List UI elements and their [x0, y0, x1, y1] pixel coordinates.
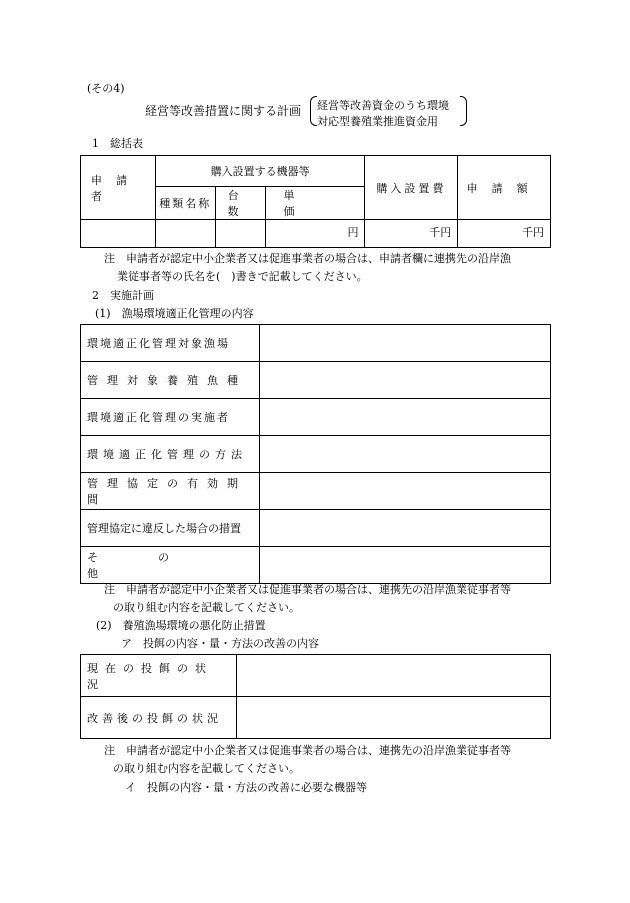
cost-header: 購入設置費 [365, 156, 458, 220]
row-label: 環境適正化管理の方法 [81, 436, 260, 473]
note2-line1: 注 申請者が認定中小企業者又は促進事業者の場合は、連携先の沿岸漁業従事者等 [104, 583, 511, 596]
feeding-table [80, 654, 551, 739]
row-value[interactable] [236, 697, 550, 739]
row-value[interactable] [259, 325, 550, 362]
title-bracket-line1: 経営等改善資金のうち環境 [317, 99, 449, 112]
count-header: 台数 [215, 187, 265, 220]
row-value[interactable] [259, 436, 550, 473]
unit-price-cell[interactable] [265, 220, 365, 248]
unit-thousand-yen: 千円 [429, 226, 452, 239]
unit-thousand-yen: 千円 [522, 226, 544, 239]
title-bracket-line2: 対応型養殖業推進資金用 [317, 115, 438, 128]
unit-price-header: 単価 [265, 187, 365, 220]
sub2-heading: (2) 養殖漁場環境の悪化防止措置 [96, 619, 266, 632]
amount-cell[interactable] [458, 220, 551, 248]
amount-header: 申請額 [458, 156, 551, 220]
row-label: 管理協定に違反した場合の措置 [81, 510, 260, 547]
equipment-header: 購入設置する機器等 [155, 156, 365, 187]
row-value[interactable] [259, 510, 550, 547]
page-title: 経営等改善措置に関する計画 [145, 104, 302, 118]
note1-line1: 注 申請者が認定中小企業者又は促進事業者の場合は、申請者欄に連携先の沿岸漁 [104, 252, 511, 265]
row-label: その他 [81, 547, 260, 584]
count-cell[interactable] [215, 220, 265, 248]
note3-line2: の取り組む内容を記載してください。 [113, 762, 300, 775]
note2-line2: の取り組む内容を記載してください。 [113, 601, 300, 614]
section2-heading: 2 実施計画 [92, 289, 154, 302]
row-value[interactable] [259, 547, 550, 584]
applicant-cell[interactable] [81, 220, 156, 248]
row-label: 環境適正化管理対象漁場 [81, 325, 260, 362]
note3-line1: 注 申請者が認定中小企業者又は促進事業者の場合は、連携先の沿岸漁業従事者等 [104, 744, 511, 757]
item-a-heading: ア 投餌の内容・量・方法の改善の内容 [121, 637, 319, 650]
item-i-heading: イ 投餌の内容・量・方法の改善に必要な機器等 [125, 781, 367, 794]
title-bracket [310, 96, 467, 126]
row-label: 管理対象養殖魚種 [81, 362, 260, 399]
sub1-heading: (1) 漁場環境適正化管理の内容 [95, 307, 254, 320]
row-value[interactable] [236, 655, 550, 697]
row-label: 環境適正化管理の実施者 [81, 399, 260, 436]
fishery-management-table [80, 324, 551, 584]
row-value[interactable] [259, 473, 550, 510]
row-value[interactable] [259, 399, 550, 436]
row-label: 現在の投餌の状況 [81, 655, 237, 697]
form-number: (その4) [87, 82, 125, 95]
row-label: 管理協定の有効期間 [81, 473, 260, 510]
unit-yen: 円 [347, 226, 359, 239]
summary-table [80, 155, 551, 248]
row-value[interactable] [259, 362, 550, 399]
applicant-header-cell [81, 156, 156, 220]
type-name-header: 種類名称 [155, 187, 215, 220]
cost-cell[interactable] [365, 220, 458, 248]
type-name-cell[interactable] [155, 220, 215, 248]
row-label: 改善後の投餌の状況 [81, 697, 237, 739]
applicant-header: 申請者 [91, 173, 141, 203]
section1-heading: 1 総括表 [92, 137, 143, 150]
note1-line2: 業従事者等の氏名を( )書きで記載してください。 [117, 270, 368, 283]
